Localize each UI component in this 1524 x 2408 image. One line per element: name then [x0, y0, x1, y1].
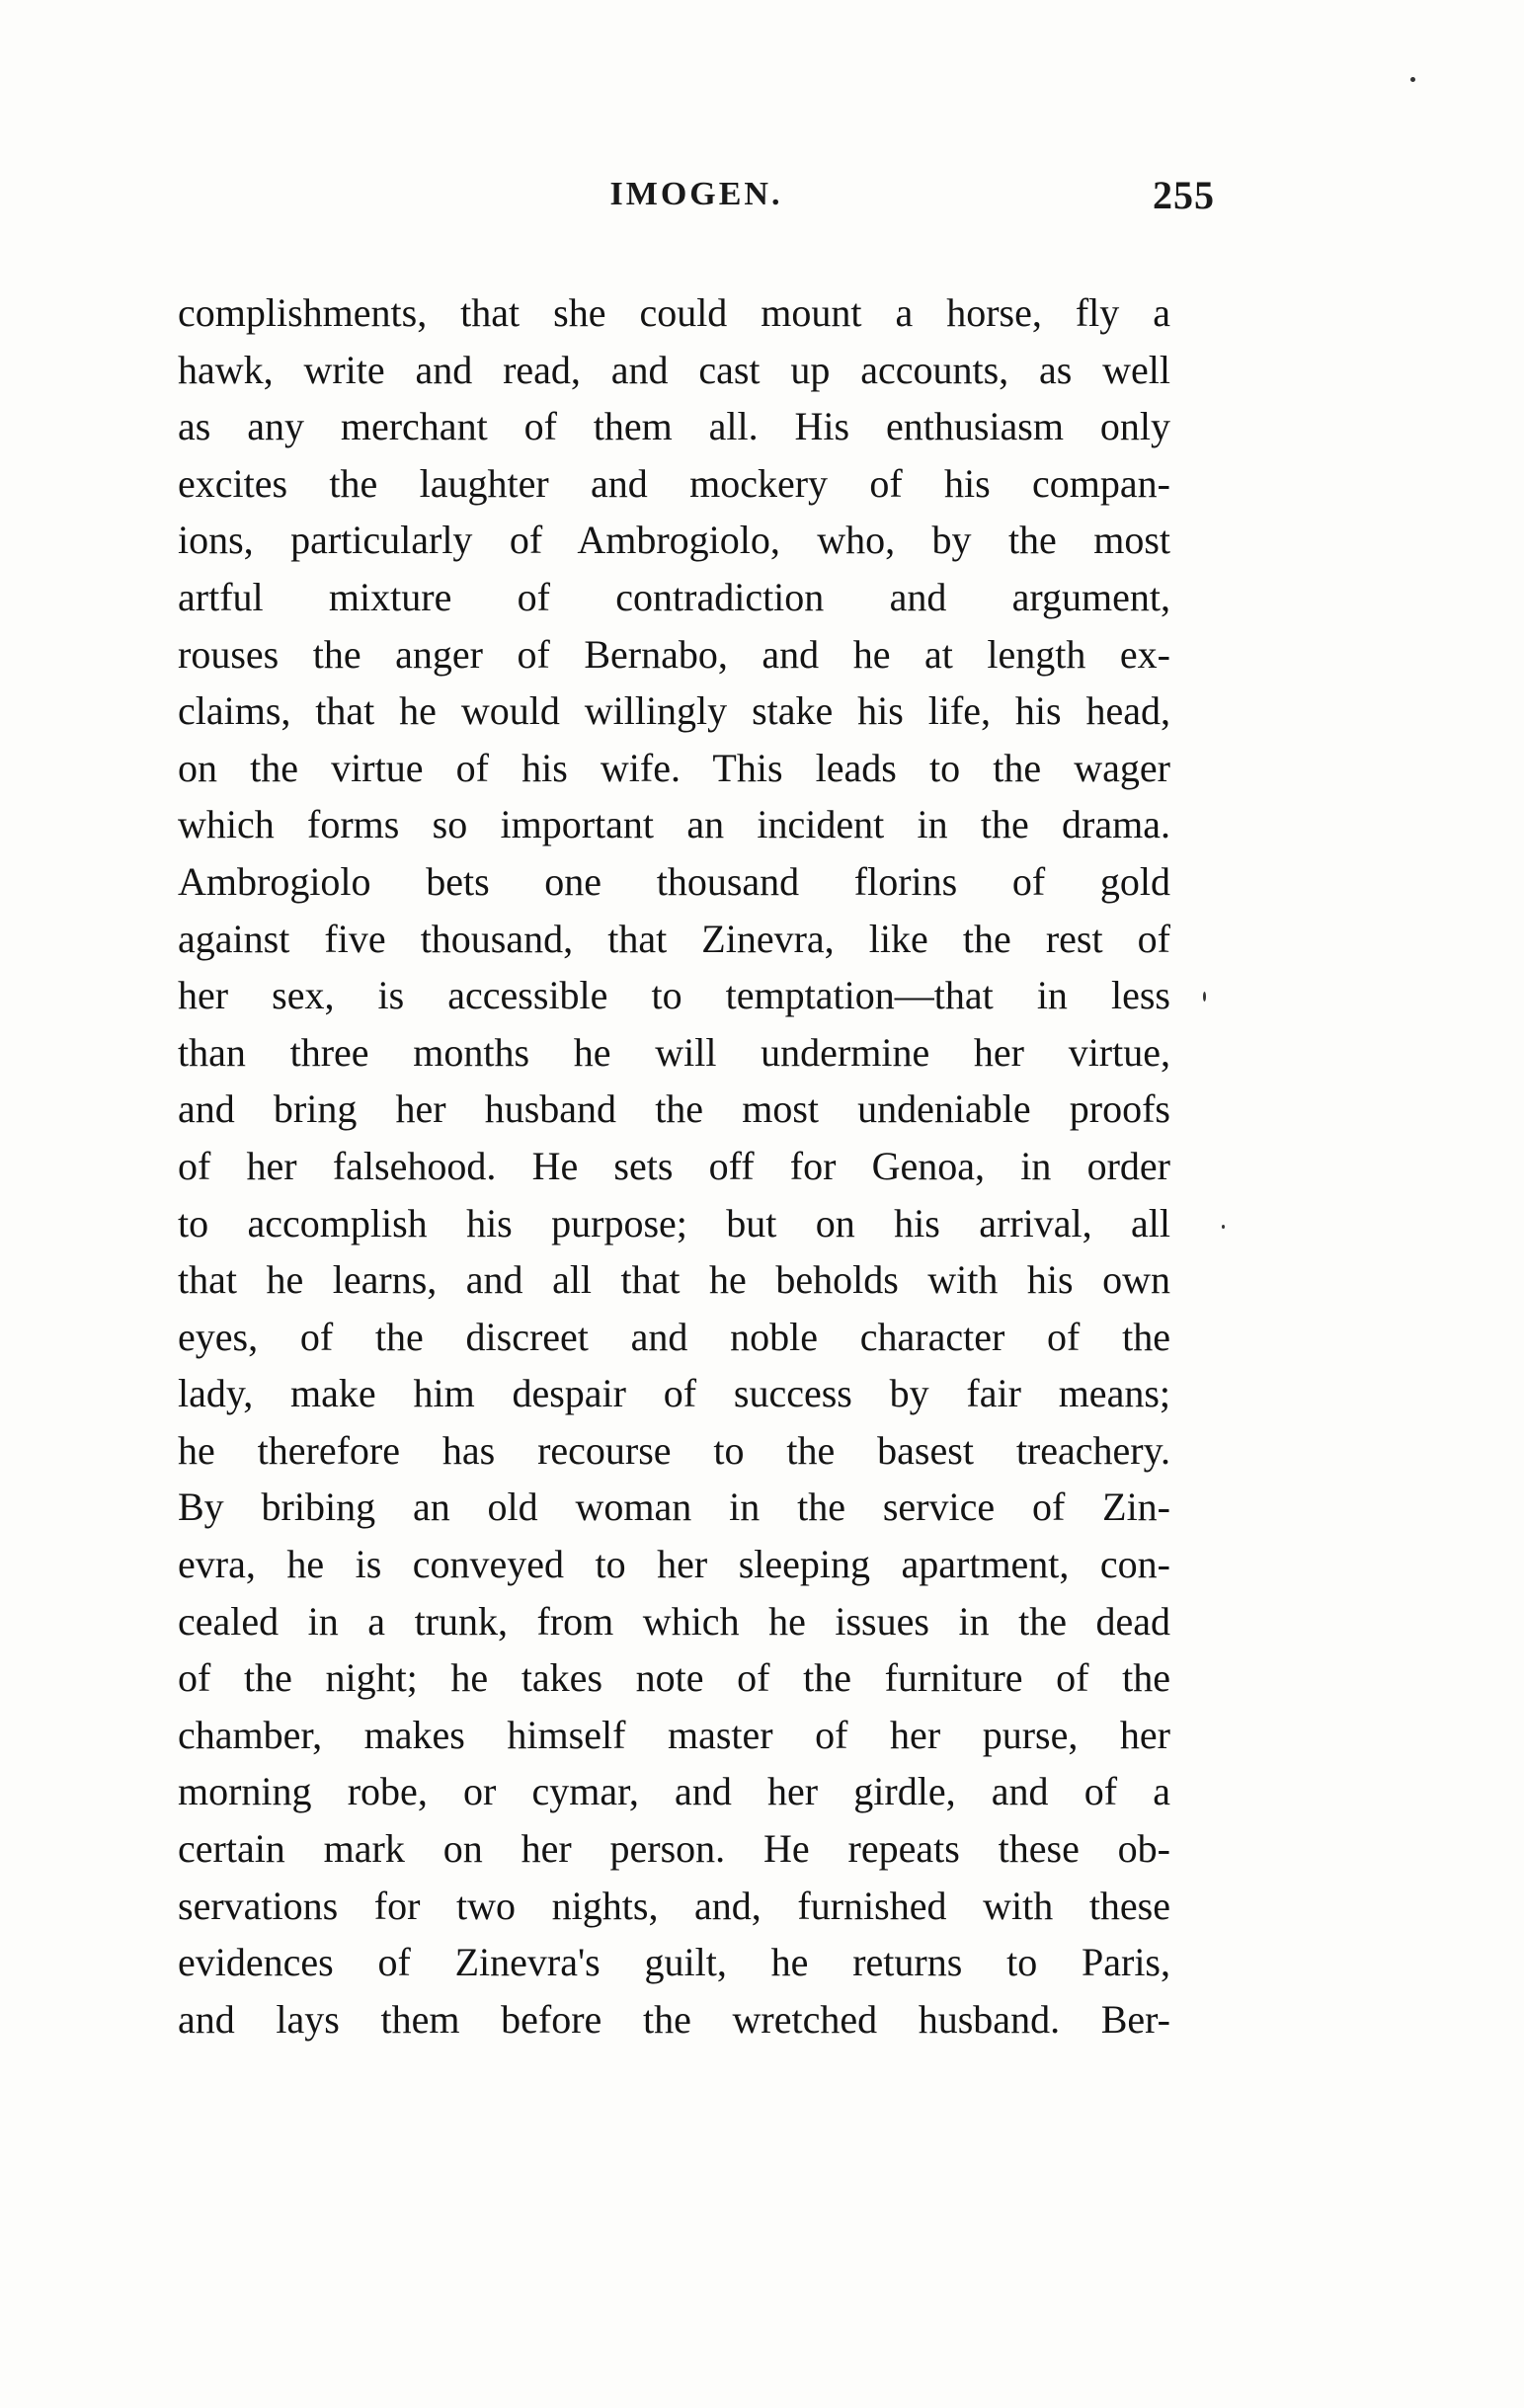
text-line: lady, make him despair of success by fair means; — [178, 1371, 1170, 1416]
text-line: to accomplish his purpose; but on his arrival, all — [178, 1200, 1170, 1245]
text-line: of her falsehood. He sets off for Genoa, in order — [178, 1143, 1170, 1188]
ink-speck — [1203, 992, 1206, 1002]
ink-speck — [1222, 1225, 1225, 1229]
text-line: her sex, is accessible to temptation—that in less — [178, 973, 1170, 1018]
text-line: hawk, write and read, and cast up accounts, as well — [178, 347, 1170, 392]
text-line: and bring her husband the most undeniable proofs — [178, 1086, 1170, 1132]
body-text — [178, 284, 1170, 2047]
text-line: certain mark on her person. He repeats these ob- — [178, 1826, 1170, 1872]
text-line: morning robe, or cymar, and her girdle, and of a — [178, 1769, 1170, 1814]
text-line: rouses the anger of Bernabo, and he at length ex- — [178, 631, 1170, 677]
text-line: artful mixture of contradiction and argument, — [178, 574, 1170, 619]
text-line: as any merchant of them all. His enthusiasm only — [178, 404, 1170, 449]
text-line: that he learns, and all that he beholds with his own — [178, 1257, 1170, 1303]
text-line: claims, that he would willingly stake his life, his head, — [178, 688, 1170, 734]
text-line: against five thousand, that Zinevra, like the rest of — [178, 916, 1170, 961]
text-line: which forms so important an incident in the drama. — [178, 802, 1170, 847]
running-head — [178, 173, 1215, 235]
text-line: evidences of Zinevra's guilt, he returns to Paris, — [178, 1940, 1170, 1985]
text-line: By bribing an old woman in the service of Zin- — [178, 1485, 1170, 1530]
text-line: Ambrogiolo bets one thousand florins of gold — [178, 858, 1170, 904]
text-line: than three months he will undermine her virtue, — [178, 1029, 1170, 1075]
text-line: he therefore has recourse to the basest treachery. — [178, 1427, 1170, 1473]
running-title: IMOGEN. — [609, 176, 783, 212]
page-number: 255 — [1153, 173, 1215, 217]
text-line: ions, particularly of Ambrogiolo, who, by the most — [178, 518, 1170, 563]
text-line: evra, he is conveyed to her sleeping apartment, con- — [178, 1542, 1170, 1587]
text-line: chamber, makes himself master of her purse, her — [178, 1712, 1170, 1757]
text-line: on the virtue of his wife. This leads to the wager — [178, 745, 1170, 790]
text-line: eyes, of the discreet and noble character of the — [178, 1314, 1170, 1359]
text-line: excites the laughter and mockery of his compan- — [178, 460, 1170, 506]
text-line: and lays them before the wretched husband. Ber- — [178, 1996, 1170, 2042]
ink-speck — [1410, 77, 1415, 82]
text-line: of the night; he takes note of the furniture of the — [178, 1655, 1170, 1701]
text-line: complishments, that she could mount a horse, fly a — [178, 290, 1170, 335]
text-line: cealed in a trunk, from which he issues in the dead — [178, 1598, 1170, 1644]
text-line: servations for two nights, and, furnished with these — [178, 1883, 1170, 1928]
